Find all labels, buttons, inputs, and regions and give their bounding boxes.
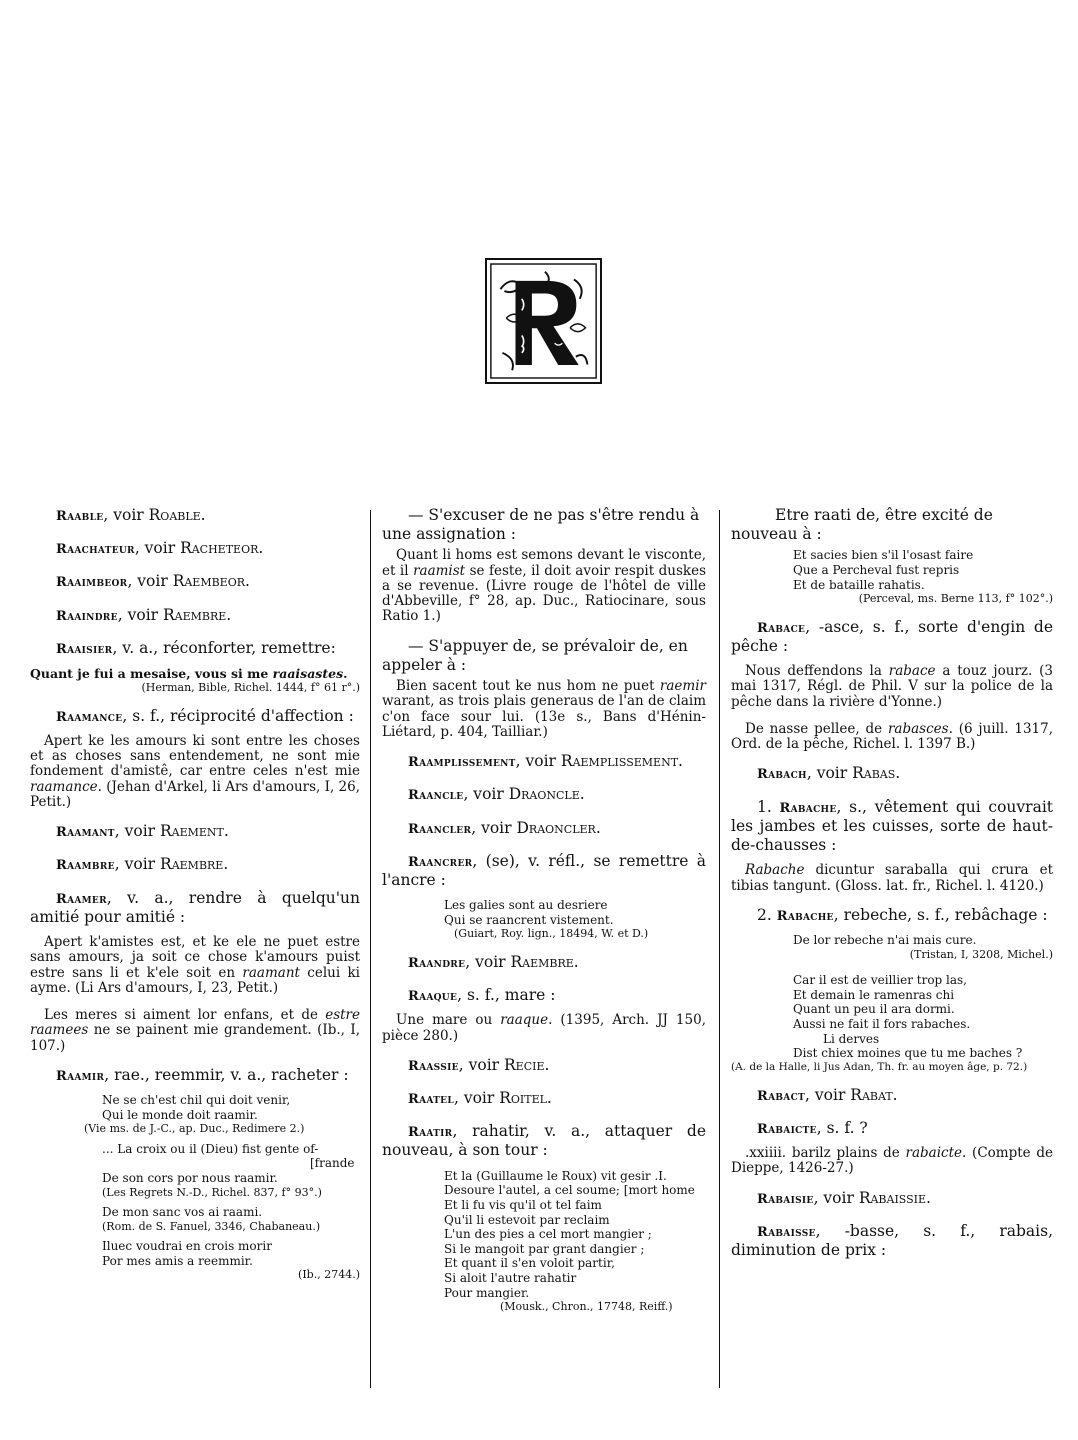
- entry-raamplissement: Raamplissement, voir Raemplissement.: [408, 752, 683, 771]
- entry-raamir: Raamir, rae., reemmir, v. a., racheter :: [56, 1065, 349, 1084]
- column-2: [382, 506, 706, 1326]
- column-1: [30, 506, 360, 1294]
- citation: Apert k'amistes est, et ke ele ne puet estre sans amours, ja soit ce chose k'amours puist estre sans li et k'ele soit en raamant celui ki ayme. (Li Ars d'amours, I, 23, Petit.): [30, 934, 360, 996]
- entry-raandre: Raandre, voir Raembre.: [408, 952, 579, 971]
- citation: Quant je fui a mesaise, vous si me raaisastes. (Herman, Bible, Richel. 1444, f° 61 r°.): [30, 666, 360, 695]
- cross-reference: Racheteor.: [180, 539, 264, 558]
- column-3: [731, 506, 1053, 1274]
- entry-rabaisse: Rabaisse, -basse, s. f., rabais, diminution de prix :: [731, 1221, 1053, 1259]
- cross-reference: Rabaissie.: [858, 1188, 931, 1207]
- cross-reference: Raemplissement.: [560, 752, 683, 771]
- cross-reference: Raembre.: [163, 605, 232, 624]
- entry-raancrer: Raancrer, (se), v. réfl., se remettre à l'ancre :: [382, 851, 706, 889]
- headword: Raaque: [408, 989, 458, 1005]
- sense-division: — S'excuser de ne pas s'être rendu à une assignation :: [382, 506, 700, 544]
- headword: Raaimbeor: [56, 575, 128, 591]
- cross-reference: Draoncler.: [516, 818, 601, 837]
- headword: Raaisier: [56, 641, 113, 657]
- cross-reference: Rabat.: [850, 1085, 898, 1104]
- headword: Raamance: [56, 709, 123, 725]
- citation: Apert ke les amours ki sont entre les choses et as choses sans entendement, ne sont mie fondement d'amistê, car entre celes n'est mie raamance. (Jehan d'Arkel, li Ars d'amours, I, 26, Petit.): [30, 732, 360, 810]
- headword: Rabace: [757, 620, 806, 636]
- headword: Rabache: [779, 800, 837, 816]
- headword: Raatel: [408, 1092, 454, 1108]
- entry-raamance: Raamance, s. f., réciprocité d'affection :: [56, 706, 354, 725]
- cross-reference: Raement.: [160, 822, 229, 841]
- verse-citation: Les galies sont au desriere Qui se raancrent vistement. (Guiart, Roy. lign., 18494, W. et D.): [444, 898, 649, 941]
- ornate-initial-r: [485, 258, 602, 384]
- entry-raaisier: Raaisier, v. a., réconforter, remettre:: [56, 638, 336, 657]
- headword: Rabach: [757, 767, 807, 783]
- headword: Raancrer: [408, 854, 473, 870]
- entry-raachateur: Raachateur, voir Racheteor.: [56, 539, 264, 558]
- headword: Rabache: [776, 908, 834, 924]
- headword: Raamant: [56, 825, 115, 841]
- citation: Une mare ou raaque. (1395, Arch. JJ 150, pièce 280.): [382, 1012, 706, 1044]
- entry-raambre: Raambre, voir Raembre.: [56, 855, 229, 874]
- citation: Rabache dicuntur saraballa qui crura et tibias tangunt. (Gloss. lat. fr., Richel. l. 4120.): [731, 862, 1053, 894]
- citation: De nasse pellee, de rabasces. (6 juill. 1317, Ord. de la pêche, Richel. l. 1397 B.): [731, 720, 1054, 753]
- verse-citation: Et sacies bien s'il l'osast faire Que a Percheval fust repris Et de bataille rahatis. (Perceval, ms. Berne 113, f° 102°.): [793, 548, 1053, 606]
- headword: Raable: [56, 509, 104, 524]
- cross-reference: Recie.: [504, 1055, 550, 1074]
- headword: Rabact: [757, 1088, 806, 1104]
- headword: Raamir: [56, 1068, 105, 1084]
- column-rule-1: [370, 510, 371, 1388]
- sense-division: — S'appuyer de, se prévaloir de, en appeler à :: [382, 636, 688, 674]
- headword: Raamer: [56, 891, 107, 907]
- column-rule-2: [719, 510, 720, 1388]
- cross-reference: Draoncle.: [508, 785, 585, 804]
- cross-reference: Roable.: [148, 506, 206, 524]
- headword: Raandre: [408, 955, 466, 971]
- citation: Quant li homs est semons devant le visconte, et il raamist se feste, il doit avoir respit duskes a se revenue. (Livre rouge de l'hôtel de ville d'Abbeville, f° 28, ap. Duc., Ratiocinare, sous Ratio 1.): [382, 547, 706, 625]
- entry-raaque: Raaque, s. f., mare :: [408, 986, 556, 1005]
- entry-raaindre: Raaindre, voir Raembre.: [56, 605, 232, 624]
- headword: Rabaisie: [757, 1191, 814, 1207]
- entry-rabaicte: Rabaicte, s. f. ?: [757, 1118, 868, 1137]
- entry-raamer: Raamer, v. a., rendre à quelqu'un amitié pour amitié :: [30, 888, 360, 926]
- cross-reference: Rabas.: [852, 764, 901, 783]
- entry-raancle: Raancle, voir Draoncle.: [408, 785, 585, 804]
- citation: .xxiiii. barilz plains de rabaicte. (Compte de Dieppe, 1426-27.): [731, 1145, 1053, 1177]
- headword: Raassie: [408, 1058, 459, 1074]
- citation-source: (Herman, Bible, Richel. 1444, f° 61 r°.): [141, 681, 360, 695]
- entry-raamant: Raamant, voir Raement.: [56, 822, 229, 841]
- entry-raancler: Raancler, voir Draoncler.: [408, 818, 601, 837]
- citation: Les meres si aiment lor enfans, et de estre raamees ne se painent mie grandement. (Ib., I, 107.): [30, 1007, 360, 1054]
- entry-rabact: Rabact, voir Rabat.: [757, 1085, 898, 1104]
- citation: Bien sacent tout ke nus hom ne puet raemir warant, as trois plais generaus de l'an de claim c'on face sour lui. (13e s., Bans d'Hénin-Liétard, p. 404, Tailliar.): [382, 678, 706, 740]
- entry-rabach: Rabach, voir Rabas.: [757, 764, 901, 783]
- headword: Raancler: [408, 821, 472, 837]
- headword: Raancle: [408, 788, 464, 804]
- entry-rabache-2: 2. Rabache, rebeche, s. f., rebâchage :: [757, 905, 1048, 924]
- headword: Rabaicte: [757, 1121, 817, 1137]
- entry-raatel: Raatel, voir Roitel.: [408, 1089, 552, 1108]
- ornate-r-icon: [487, 260, 600, 382]
- entry-rabaisie: Rabaisie, voir Rabaissie.: [757, 1188, 931, 1207]
- cross-reference: Roitel.: [499, 1089, 552, 1108]
- sense-division: Etre raati de, être excité de nouveau à :: [731, 506, 993, 544]
- verse-citation: Car il est de veillier trop las, Et demain le ramenras chi Quant un peu il ara dormi. Aussi ne fait il fors rabaches. Li derves Dist chiex moines que tu me baches ? (A. de la Halle, li Jus Adan, Th. fr. au moyen âge, p. 72.): [731, 973, 1028, 1073]
- headword: Raamplissement: [408, 755, 516, 771]
- verse-citation: De lor rebeche n'ai mais cure. (Tristan, I, 3208, Michel.): [793, 933, 1053, 961]
- verse-citation: Ne se ch'est chil qui doit venir, Qui le monde doit raamir. (Vie ms. de J.-C., ap. Duc., Redimere 2.) ... La croix ou il (Dieu) fist gente of- [frande De son cors por nous raamir. (Les Regrets N.-D., Richel. 837, f° 93°.) De mon sanc vos ai raami. (Rom. de S. Fanuel, 3346, Chabaneau.) Iluec voudrai en crois morir Por mes amis a reemmir. (Ib., 2744.): [84, 1093, 360, 1282]
- entry-raassie: Raassie, voir Recie.: [408, 1055, 550, 1074]
- entry-raatir: Raatir, rahatir, v. a., attaquer de nouveau, à son tour :: [382, 1122, 706, 1160]
- headword: Raachateur: [56, 542, 135, 558]
- cross-reference: Raembre.: [510, 952, 579, 971]
- entry-rabache-1: 1. Rabache, s., vêtement qui couvrait les jambes et les cuisses, sorte de haut-de-chausses :: [731, 797, 1054, 855]
- headword: Raaindre: [56, 608, 118, 624]
- citation: Nous deffendons la rabace a touz jourz. (3 mai 1317, Régl. de Phil. V sur la police de la pêche dans la rivière d'Yonne.): [731, 663, 1053, 710]
- entry-raaimbeor: Raaimbeor, voir Raembeor.: [56, 572, 250, 591]
- cross-reference: Raembre.: [160, 855, 229, 874]
- headword: Raambre: [56, 858, 115, 874]
- entry-raable: Raable, voir Roable.: [56, 506, 206, 524]
- verse-citation: Et la (Guillaume le Roux) vit gesir .I. Desoure l'autel, a cel soume; [mort home Et li fu vis qu'il ot tel faim Qu'il li estevoit par reclaim L'un des pies a cel mort mangier ; Si le mangoit par grant dangier ; Et quant il s'en voloit partir, Si aloit l'autre rahatir Pour mangier. (Mousk., Chron., 17748, Reiff.): [444, 1168, 695, 1314]
- headword: Rabaisse: [757, 1224, 816, 1240]
- entry-rabace: Rabace, -asce, s. f., sorte d'engin de pêche :: [731, 617, 1053, 655]
- headword: Raatir: [408, 1125, 453, 1141]
- cross-reference: Raembeor.: [172, 572, 250, 591]
